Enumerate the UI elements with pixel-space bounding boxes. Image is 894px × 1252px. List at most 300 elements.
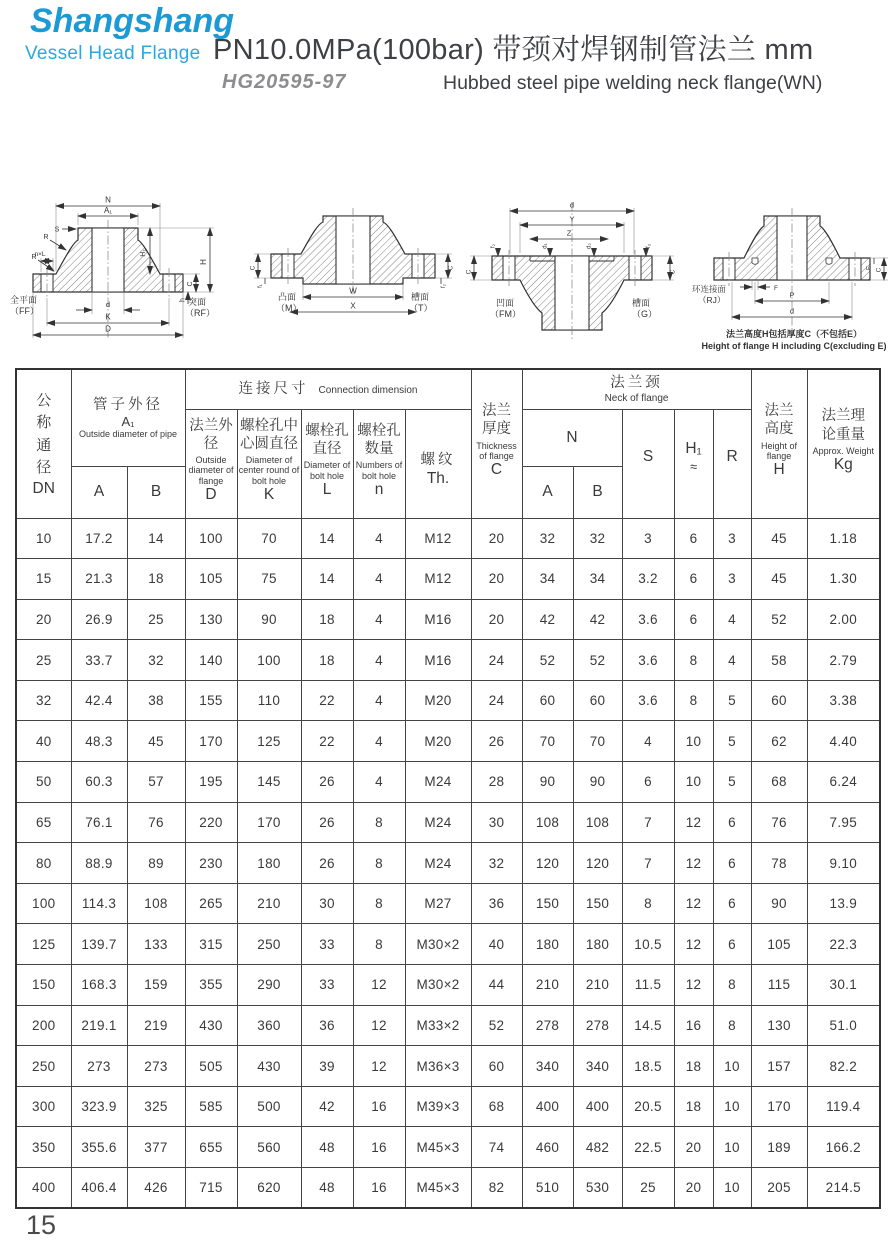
- table-cell: 10.5: [622, 924, 674, 965]
- dim-label-f2: f₂: [490, 244, 497, 248]
- col-header-dn: [16, 369, 71, 518]
- table-cell: M16: [405, 640, 471, 681]
- table-cell: 90: [751, 883, 807, 924]
- table-cell: 33: [301, 965, 353, 1006]
- table-cell: 4.40: [807, 721, 880, 762]
- table-cell: 4: [353, 680, 405, 721]
- table-cell: 119.4: [807, 1086, 880, 1127]
- col-header-neck-B: B: [573, 466, 622, 518]
- dim-label-c-right: C: [669, 269, 677, 275]
- table-cell: 30: [301, 883, 353, 924]
- table-cell: 42: [301, 1086, 353, 1127]
- dim-label-p: P: [789, 290, 795, 300]
- table-cell: 210: [522, 965, 573, 1006]
- table-cell: 360: [237, 1005, 301, 1046]
- table-cell: 6: [713, 802, 751, 843]
- dim-label-h: H: [199, 259, 208, 265]
- table-cell: 90: [237, 599, 301, 640]
- table-cell: 406.4: [71, 1168, 127, 1209]
- table-cell: 22: [301, 680, 353, 721]
- K-en: Diameter of center round of bolt hole: [238, 455, 300, 486]
- table-cell: 10: [16, 518, 71, 559]
- table-cell: 9.10: [807, 843, 880, 884]
- page-subtitle-en: Hubbed steel pipe welding neck flange(WN): [443, 72, 823, 94]
- table-cell: 68: [751, 762, 807, 803]
- table-cell: 655: [185, 1127, 237, 1168]
- face-label-g-cn: 槽面: [632, 298, 651, 308]
- table-cell: 26: [471, 721, 522, 762]
- table-row: [16, 965, 880, 1006]
- table-cell: 36: [301, 1005, 353, 1046]
- table-cell: 14: [127, 518, 185, 559]
- table-row: [16, 1086, 880, 1127]
- table-cell: M30×2: [405, 924, 471, 965]
- pipe-cn: 管子外径: [93, 397, 163, 414]
- table-cell: 290: [237, 965, 301, 1006]
- table-cell: 219.1: [71, 1005, 127, 1046]
- table-row: [16, 680, 880, 721]
- table-cell: 100: [237, 640, 301, 681]
- table-cell: 12: [674, 965, 713, 1006]
- table-cell: M36×3: [405, 1046, 471, 1087]
- S-letter: S: [642, 448, 654, 465]
- logo-title: Shangshang: [30, 2, 235, 40]
- table-cell: 52: [522, 640, 573, 681]
- table-row: [16, 1168, 880, 1209]
- table-cell: M27: [405, 883, 471, 924]
- table-cell: 150: [522, 883, 573, 924]
- table-cell: 400: [16, 1168, 71, 1209]
- table-cell: 273: [127, 1046, 185, 1087]
- table-cell: 36: [471, 883, 522, 924]
- table-cell: 220: [185, 802, 237, 843]
- table-cell: 25: [622, 1168, 674, 1209]
- dim-label-c-left: C: [465, 269, 473, 275]
- col-header-dn-cn: 公称通径: [36, 391, 52, 477]
- pipe-sym: A₁: [121, 414, 135, 430]
- table-cell: 52: [471, 1005, 522, 1046]
- table-cell: M33×2: [405, 1005, 471, 1046]
- table-cell: 108: [127, 883, 185, 924]
- table-cell: 39: [301, 1046, 353, 1087]
- dim-label-s: S: [54, 226, 60, 234]
- table-row: [16, 640, 880, 681]
- dim-label-y: Y: [569, 214, 575, 224]
- table-cell: 3.6: [622, 640, 674, 681]
- dim-label-x: X: [350, 301, 356, 311]
- face-label-rj-cn: 环连接面: [692, 284, 727, 294]
- table-cell: 8: [622, 883, 674, 924]
- col-header-pipe-B: B: [127, 466, 185, 518]
- table-cell: 189: [751, 1127, 807, 1168]
- table-cell: 68: [471, 1086, 522, 1127]
- table-cell: 560: [237, 1127, 301, 1168]
- table-cell: 5: [713, 680, 751, 721]
- table-cell: 25: [127, 599, 185, 640]
- table-cell: 88.9: [71, 843, 127, 884]
- table-cell: 430: [237, 1046, 301, 1087]
- face-label-rf-en: （RF）: [185, 308, 215, 318]
- dim-label-nxl: n×L: [34, 251, 46, 258]
- table-cell: 24: [471, 680, 522, 721]
- table-cell: M24: [405, 762, 471, 803]
- table-cell: 195: [185, 762, 237, 803]
- page-number: 15: [26, 1210, 57, 1240]
- face-label-ff-cn: 全平面: [10, 295, 38, 305]
- table-cell: 1.30: [807, 559, 880, 600]
- table-cell: 28: [471, 762, 522, 803]
- table-cell: 170: [185, 721, 237, 762]
- thickness-letter: C: [490, 461, 503, 479]
- table-cell: 3.2: [622, 559, 674, 600]
- table-cell: 12: [353, 965, 405, 1006]
- table-cell: 108: [522, 802, 573, 843]
- table-cell: 8: [353, 924, 405, 965]
- table-cell: 4: [713, 599, 751, 640]
- table-cell: 16: [353, 1168, 405, 1209]
- table-cell: 350: [16, 1127, 71, 1168]
- flange-drawing-rj: [692, 194, 892, 344]
- table-cell: 4: [353, 762, 405, 803]
- dim-label-r1: R: [43, 234, 49, 241]
- table-cell: 12: [674, 802, 713, 843]
- table-cell: 14: [301, 559, 353, 600]
- drawing-note-en: Height of flange H including C(excluding E): [701, 341, 887, 352]
- table-cell: 3.6: [622, 599, 674, 640]
- table-cell: 482: [573, 1127, 622, 1168]
- table-cell: 30: [471, 802, 522, 843]
- table-cell: 125: [16, 924, 71, 965]
- table-cell: 42: [522, 599, 573, 640]
- table-cell: 20.5: [622, 1086, 674, 1127]
- table-cell: 17.2: [71, 518, 127, 559]
- table-cell: 82.2: [807, 1046, 880, 1087]
- table-cell: 75: [237, 559, 301, 600]
- col-header-D: [185, 409, 237, 518]
- table-cell: 34: [573, 559, 622, 600]
- face-label-t-cn: 槽面: [411, 292, 430, 302]
- face-label-fm-cn: 凹面: [496, 298, 515, 308]
- table-cell: 4: [353, 640, 405, 681]
- table-cell: 6: [674, 599, 713, 640]
- table-cell: 82: [471, 1168, 522, 1209]
- table-cell: 18: [301, 599, 353, 640]
- height-cn: 法兰高度: [764, 403, 794, 438]
- table-cell: 48.3: [71, 721, 127, 762]
- table-cell: 180: [237, 843, 301, 884]
- table-cell: 8: [353, 843, 405, 884]
- table-cell: M12: [405, 518, 471, 559]
- table-cell: 155: [185, 680, 237, 721]
- dim-label-c-right: C: [447, 265, 455, 271]
- table-cell: 168.3: [71, 965, 127, 1006]
- table-row: [16, 599, 880, 640]
- weight-cn: 法兰理论重量: [821, 408, 866, 443]
- conn-cn: 连接尺寸: [238, 381, 309, 398]
- table-cell: 3: [622, 518, 674, 559]
- table-cell: 315: [185, 924, 237, 965]
- table-row: [16, 1127, 880, 1168]
- table-cell: 18: [674, 1086, 713, 1127]
- table-cell: 108: [573, 802, 622, 843]
- table-header: [16, 369, 880, 518]
- table-cell: 26.9: [71, 599, 127, 640]
- table-cell: 8: [674, 680, 713, 721]
- table-cell: 22.5: [622, 1127, 674, 1168]
- table-cell: 139.7: [71, 924, 127, 965]
- table-cell: 26: [301, 762, 353, 803]
- table-cell: 460: [522, 1127, 573, 1168]
- face-label-rf-cn: 突面: [188, 297, 207, 307]
- table-cell: 6: [713, 924, 751, 965]
- table-row: [16, 762, 880, 803]
- table-cell: M39×3: [405, 1086, 471, 1127]
- table-cell: 14: [301, 518, 353, 559]
- table-cell: 340: [573, 1046, 622, 1087]
- table-cell: 115: [751, 965, 807, 1006]
- table-cell: 430: [185, 1005, 237, 1046]
- dim-label-d: d: [789, 306, 795, 316]
- table-cell: 6: [713, 843, 751, 884]
- table-cell: 52: [751, 599, 807, 640]
- table-cell: M20: [405, 680, 471, 721]
- table-cell: 48: [301, 1168, 353, 1209]
- dim-label-d1: d₁: [542, 243, 549, 249]
- table-cell: 12: [353, 1005, 405, 1046]
- table-cell: 90: [522, 762, 573, 803]
- table-cell: 6: [674, 518, 713, 559]
- table-cell: 620: [237, 1168, 301, 1209]
- col-group-neck: [522, 369, 751, 409]
- table-cell: 32: [573, 518, 622, 559]
- table-cell: 205: [751, 1168, 807, 1209]
- thread-cn: 螺纹: [420, 452, 456, 469]
- dim-label-k: K: [105, 312, 111, 322]
- face-label-fm-en: （FM）: [490, 309, 521, 319]
- table-cell: 45: [751, 559, 807, 600]
- n-cn: 螺栓孔数量: [357, 423, 401, 458]
- D-letter: D: [205, 486, 217, 504]
- dim-label-w: W: [349, 286, 357, 296]
- table-cell: 8: [674, 640, 713, 681]
- thickness-en: Thickness of flange: [476, 440, 517, 461]
- drawing-note: [692, 328, 894, 352]
- table-cell: 150: [16, 965, 71, 1006]
- col-header-L: [301, 409, 353, 518]
- height-letter: H: [773, 461, 785, 479]
- table-cell: 325: [127, 1086, 185, 1127]
- table-cell: 32: [16, 680, 71, 721]
- table-cell: 278: [522, 1005, 573, 1046]
- col-header-height: [751, 369, 807, 518]
- table-cell: 715: [185, 1168, 237, 1209]
- col-header-H1: [674, 409, 713, 518]
- table-cell: 45: [751, 518, 807, 559]
- table-cell: 33: [301, 924, 353, 965]
- table-cell: 16: [353, 1127, 405, 1168]
- table-cell: M45×3: [405, 1168, 471, 1209]
- standard-number: HG20595-97: [222, 71, 347, 93]
- table-cell: 8: [713, 1005, 751, 1046]
- table-cell: 78: [751, 843, 807, 884]
- table-row: [16, 721, 880, 762]
- dim-label-e: E: [866, 265, 873, 271]
- table-cell: 12: [674, 843, 713, 884]
- table-cell: 60: [522, 680, 573, 721]
- R-letter: R: [726, 448, 738, 465]
- dim-label-c: C: [187, 281, 194, 287]
- table-body: [16, 518, 880, 1208]
- table-cell: 48: [301, 1127, 353, 1168]
- face-label-m-en: （M）: [276, 303, 302, 313]
- table-cell: 45: [127, 721, 185, 762]
- dim-label-f: F: [774, 285, 778, 292]
- table-cell: 44: [471, 965, 522, 1006]
- table-cell: 32: [522, 518, 573, 559]
- table-cell: 4: [353, 559, 405, 600]
- table-cell: 323.9: [71, 1086, 127, 1127]
- table-row: [16, 518, 880, 559]
- table-cell: 20: [471, 518, 522, 559]
- table-cell: 76: [751, 802, 807, 843]
- table-cell: 250: [16, 1046, 71, 1087]
- table-cell: 20: [471, 599, 522, 640]
- table-cell: 70: [237, 518, 301, 559]
- table-cell: 166.2: [807, 1127, 880, 1168]
- table-cell: 18: [127, 559, 185, 600]
- dim-label-f2: f₂: [441, 284, 447, 288]
- table-cell: 13.9: [807, 883, 880, 924]
- table-cell: 70: [522, 721, 573, 762]
- table-cell: 585: [185, 1086, 237, 1127]
- table-cell: 3.38: [807, 680, 880, 721]
- table-cell: 12: [674, 924, 713, 965]
- col-header-n: [353, 409, 405, 518]
- table-cell: 60: [751, 680, 807, 721]
- col-header-S: [622, 409, 674, 518]
- table-cell: 22: [301, 721, 353, 762]
- table-cell: 80: [16, 843, 71, 884]
- table-cell: 60.3: [71, 762, 127, 803]
- table-cell: 10: [713, 1168, 751, 1209]
- table-cell: 4: [353, 518, 405, 559]
- height-en: Height of flange: [761, 440, 798, 461]
- col-group-connection: [185, 369, 471, 409]
- table-cell: 4: [622, 721, 674, 762]
- table-cell: 14.5: [622, 1005, 674, 1046]
- table-cell: 340: [522, 1046, 573, 1087]
- table-cell: 65: [16, 802, 71, 843]
- table-cell: 76.1: [71, 802, 127, 843]
- L-letter: L: [322, 480, 332, 498]
- table-cell: 530: [573, 1168, 622, 1209]
- table-cell: M20: [405, 721, 471, 762]
- face-label-ff-en: （FF）: [10, 306, 39, 316]
- table-cell: 130: [185, 599, 237, 640]
- table-cell: 130: [751, 1005, 807, 1046]
- table-cell: 140: [185, 640, 237, 681]
- col-header-thread: [405, 409, 471, 518]
- dim-label-d: d: [569, 200, 575, 210]
- table-cell: 11.5: [622, 965, 674, 1006]
- table-cell: 278: [573, 1005, 622, 1046]
- table-cell: 8: [713, 965, 751, 1006]
- face-label-rj-en: （RJ）: [698, 295, 726, 305]
- table-cell: 1.18: [807, 518, 880, 559]
- col-header-thickness: [471, 369, 522, 518]
- table-cell: 8: [353, 802, 405, 843]
- table-row: [16, 802, 880, 843]
- dim-label-f3: f₃: [646, 243, 652, 249]
- table-cell: 51.0: [807, 1005, 880, 1046]
- dim-label-f1: f₁: [257, 284, 264, 288]
- table-cell: 18.5: [622, 1046, 674, 1087]
- table-cell: 200: [16, 1005, 71, 1046]
- table-cell: 12: [353, 1046, 405, 1087]
- table-cell: 25: [16, 640, 71, 681]
- H1-letter: H₁: [685, 440, 702, 457]
- table-cell: 180: [573, 924, 622, 965]
- table-cell: 180: [522, 924, 573, 965]
- table-cell: 265: [185, 883, 237, 924]
- table-cell: M30×2: [405, 965, 471, 1006]
- n-en: Numbers of bolt hole: [355, 460, 403, 481]
- n-letter: n: [374, 480, 384, 498]
- table-cell: 273: [71, 1046, 127, 1087]
- table-cell: 3: [713, 518, 751, 559]
- table-cell: 510: [522, 1168, 573, 1209]
- H1-approx: ≈: [689, 459, 698, 474]
- table-cell: 426: [127, 1168, 185, 1209]
- table-cell: 159: [127, 965, 185, 1006]
- flange-drawing-ff-rf: [8, 186, 238, 346]
- table-cell: 60: [573, 680, 622, 721]
- table-cell: 42.4: [71, 680, 127, 721]
- table-cell: 60: [471, 1046, 522, 1087]
- table-cell: 10: [674, 721, 713, 762]
- page-title: PN10.0MPa(100bar) 带颈对焊钢制管法兰 mm: [213, 34, 814, 66]
- table-cell: 110: [237, 680, 301, 721]
- table-cell: 57: [127, 762, 185, 803]
- thread-letter: Th.: [426, 469, 450, 487]
- thickness-cn: 法兰厚度: [482, 403, 512, 438]
- table-cell: 52: [573, 640, 622, 681]
- table-cell: 76: [127, 802, 185, 843]
- table-cell: 4: [713, 640, 751, 681]
- D-en: Outside diameter of flange: [188, 455, 234, 486]
- table-cell: 400: [522, 1086, 573, 1127]
- table-cell: 100: [185, 518, 237, 559]
- flange-drawing-fm-g: [460, 194, 685, 344]
- table-cell: 210: [237, 883, 301, 924]
- table-cell: 214.5: [807, 1168, 880, 1209]
- table-cell: 5: [713, 762, 751, 803]
- table-cell: 400: [573, 1086, 622, 1127]
- table-cell: 30.1: [807, 965, 880, 1006]
- neck-en: Neck of flange: [604, 392, 669, 404]
- face-label-m-cn: 凸面: [278, 292, 297, 302]
- table-cell: 18: [674, 1046, 713, 1087]
- table-cell: 3: [713, 559, 751, 600]
- weight-en: Approx. Weight: [812, 445, 874, 456]
- table-cell: 4: [353, 721, 405, 762]
- dim-label-z: Z: [566, 228, 572, 238]
- table-cell: M24: [405, 843, 471, 884]
- neck-cn: 法兰颈: [610, 375, 663, 392]
- table-row: [16, 1005, 880, 1046]
- L-cn: 螺栓孔直径: [305, 423, 349, 458]
- table-cell: 16: [674, 1005, 713, 1046]
